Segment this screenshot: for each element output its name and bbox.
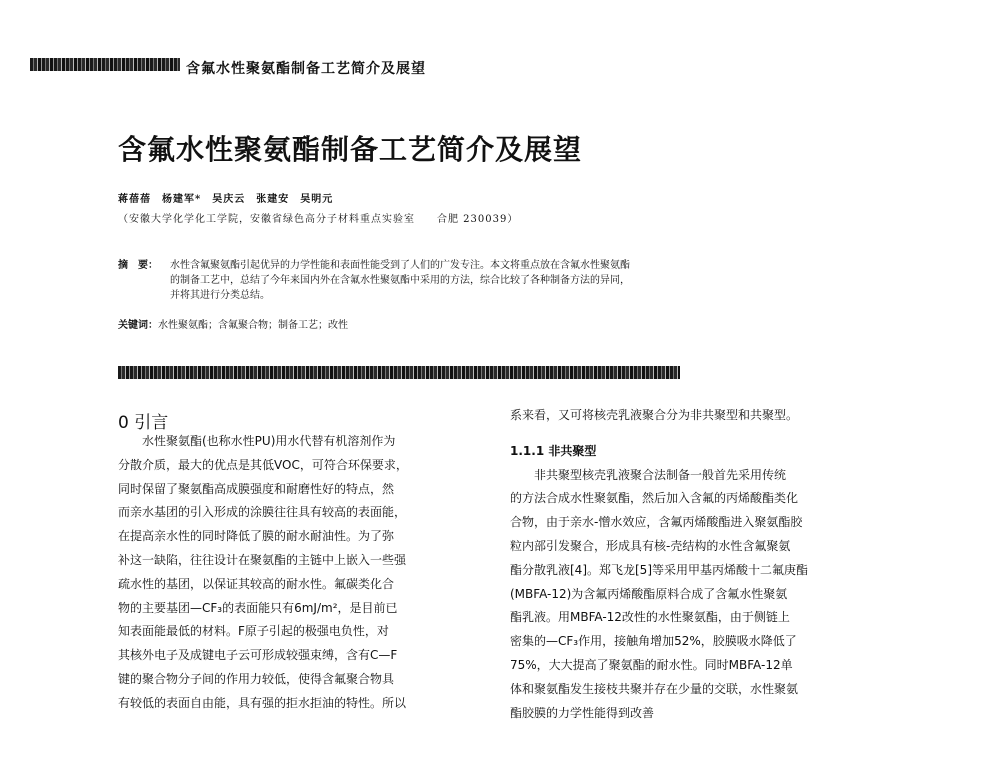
authors: 蒋蓓蓓 杨建军* 吴庆云 张建安 吴明元 (118, 194, 334, 205)
body-line: 分散介质，最大的优点是其低VOC，可符合环保要求， (118, 457, 408, 472)
header-noise-bar (30, 58, 180, 71)
body-line: 合物，由于亲水-憎水效应，含氟丙烯酸酯进入聚氨酯胶 (510, 515, 803, 530)
section-heading: 0 引言 (118, 413, 169, 433)
spacer (510, 428, 870, 440)
running-head: 含氟水性聚氨酯制备工艺简介及展望 (186, 61, 426, 77)
body-line: 物的主要基团—CF₃的表面能只有6mJ/m²，是目前已 (118, 600, 398, 615)
body-line: 知表面能最低的材料。F原子引起的极强电负性，对 (118, 624, 389, 639)
keywords-label: 关键词： (118, 320, 158, 331)
body-line: 的方法合成水性聚氨酯，然后加入含氟的丙烯酸酯类化 (510, 491, 799, 506)
affiliation: （安徽大学化学化工学院，安徽省绿色高分子材料重点实验室 合肥 230039） (118, 214, 519, 225)
abstract-line: 并将其进行分类总结。 (170, 290, 270, 301)
body-line: 体和聚氨酯发生接枝共聚并存在少量的交联，水性聚氨 (510, 681, 799, 696)
body-line: 酯胶膜的力学性能得到改善 (510, 705, 655, 720)
keywords (118, 316, 348, 331)
keywords-text: 水性聚氨酯；含氟聚合物；制备工艺；改性 (158, 320, 348, 331)
left-column (118, 430, 478, 716)
abstract-line: 水性含氟聚氨酯引起优异的力学性能和表面性能受到了人们的广发专注。本文将重点放在含氟水性聚氨酯 (170, 260, 630, 271)
body-line: 密集的—CF₃作用，接触角增加52%，胶膜吸水降低了 (510, 634, 797, 649)
abstract (118, 258, 818, 303)
separator-noise-bar (118, 366, 680, 379)
abstract-body (170, 258, 630, 303)
body-line: 键的聚合物分子间的作用力较低，使得含氟聚合物具 (118, 671, 395, 686)
body-line: 而亲水基团的引入形成的涂膜往往具有较高的表面能， (118, 505, 407, 520)
paper-title: 含氟水性聚氨酯制备工艺简介及展望 (118, 133, 583, 166)
abstract-label: 摘 要： (118, 260, 158, 271)
body-line: 其核外电子及成键电子云可形成较强束缚，含有C—F (118, 648, 398, 663)
subsection-heading: 1.1.1 非共聚型 (510, 443, 597, 458)
right-column (510, 404, 870, 725)
body-line: 疏水性的基团，以保证其较高的耐水性。氟碳类化合 (118, 576, 395, 591)
body-line: 补这一缺陷，往往设计在聚氨酯的主链中上嵌入一些强 (118, 552, 407, 567)
body-line: 在提高亲水性的同时降低了膜的耐水耐油性。为了弥 (118, 529, 395, 544)
body-line: 75%，大大提高了聚氨酯的耐水性。同时MBFA-12单 (510, 657, 793, 672)
body-line: 酯乳液。用MBFA-12改性的水性聚氨酯，由于侧链上 (510, 610, 790, 625)
body-line: (MBFA-12)为含氟丙烯酸酯原料合成了含氟水性聚氨 (510, 586, 788, 601)
body-line: 有较低的表面自由能，具有强的拒水拒油的特性。所以 (118, 695, 407, 710)
body-line: 粒内部引发聚合，形成具有核-壳结构的水性含氟聚氨 (510, 538, 791, 553)
body-line: 同时保留了聚氨酯高成膜强度和耐磨性好的特点，然 (118, 481, 395, 496)
body-line: 水性聚氨酯(也称水性PU)用水代替有机溶剂作为 (118, 434, 396, 448)
body-line: 酯分散乳液[4]。郑飞龙[5]等采用甲基丙烯酸十二氟庚酯 (510, 562, 808, 577)
body-line: 系来看，又可将核壳乳液聚合分为非共聚型和共聚型。 (510, 408, 799, 422)
abstract-line: 的制备工艺中，总结了今年来国内外在含氟水性聚氨酯中采用的方法，综合比较了各种制备方法的异同， (170, 275, 630, 286)
body-line: 非共聚型核壳乳液聚合法制备一般首先采用传统 (510, 467, 787, 482)
